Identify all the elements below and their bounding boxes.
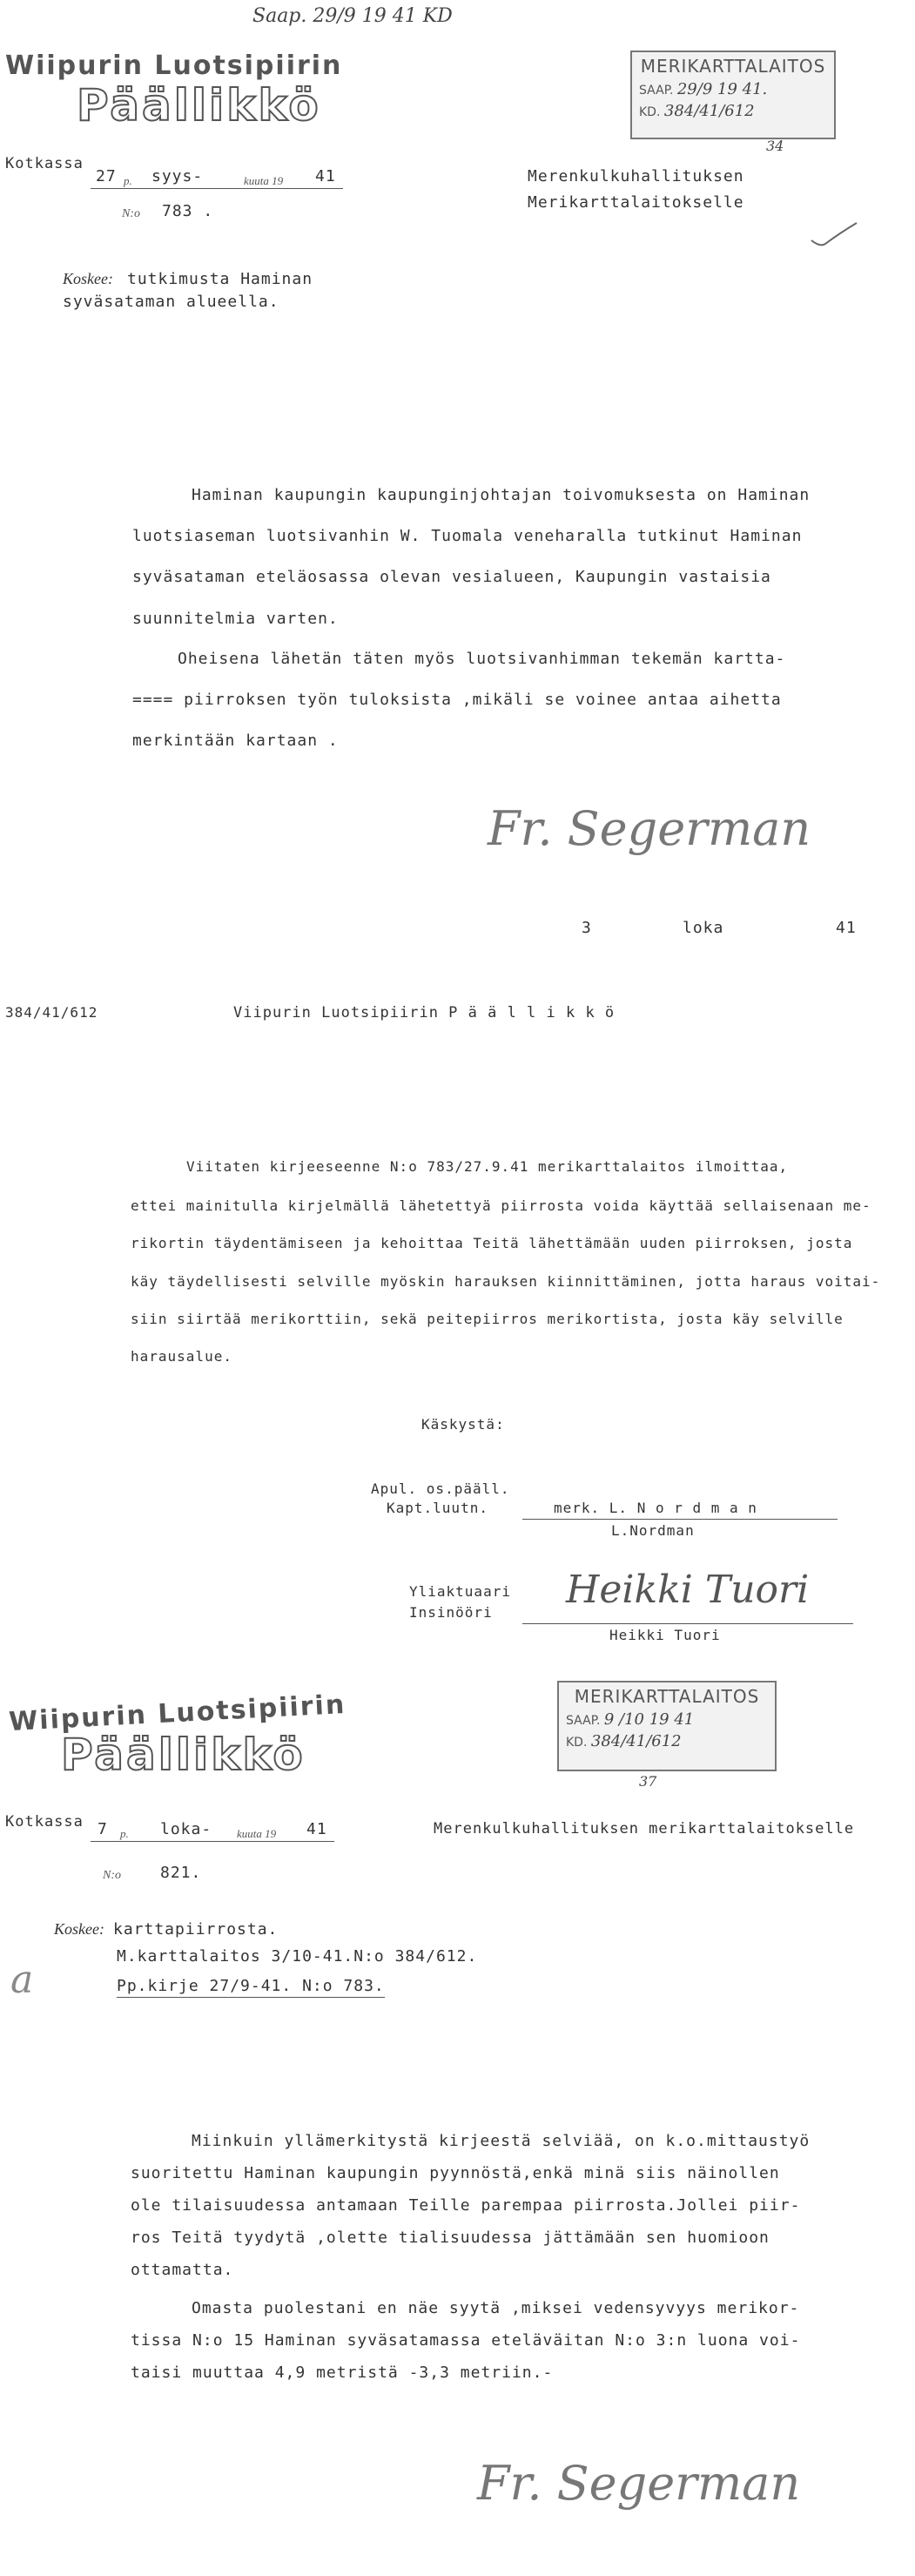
signer2-typed-name: Heikki Tuori	[609, 1627, 721, 1643]
recipient-line-1: Merenkulkuhallituksen	[528, 167, 744, 185]
letter-2-body-line-2: suoritettu Haminan kaupungin pyynnöstä,enkä minä siis näinollen	[131, 2164, 780, 2182]
koskee-2-line-3: Pp.kirje 27/9-41. N:o 783.	[117, 1977, 385, 1998]
body-line-6: ==== piirroksen työn tuloksista ,mikäli se voinee antaa aihetta	[132, 691, 782, 709]
letterhead-title: Wiipurin Luotsipiirin	[5, 51, 343, 81]
date-p-label: p.	[124, 174, 132, 187]
body-line-3: syväsataman eteläosassa olevan vesialueen, Kaupungin vastaisia	[132, 568, 771, 586]
date-2-p-label: p.	[120, 1827, 129, 1840]
stamp-2-title: MERIKARTTALAITOS	[574, 1686, 760, 1707]
reply-body-line-6: harausalue.	[131, 1348, 232, 1365]
stamp-kd-value: 384/41/612	[663, 102, 755, 120]
signer2-line	[522, 1623, 853, 1624]
letterhead-2-title: Wiipurin Luotsipiirin	[8, 1689, 347, 1738]
koskee-2-line-2: M.karttalaitos 3/10-41.N:o 384/612.	[117, 1947, 478, 1966]
letter-2-body-line-4: ros Teitä tyydytä ,olette tialisuudessa jättämään sen huomioon	[131, 2229, 770, 2247]
signer2-title-line-1: Yliaktuaari	[409, 1583, 511, 1600]
reply-body-line-1: Viitaten kirjeeseenne N:o 783/27.9.41 merikarttalaitos ilmoittaa,	[186, 1158, 789, 1175]
date-year: 41	[315, 167, 336, 185]
stamp-extra-number: 34	[766, 138, 784, 154]
date-2-year: 41	[306, 1820, 327, 1838]
letterhead-2-subtitle: Päällikkö	[61, 1730, 306, 1780]
stamp-2-kd-value: 384/41/612	[590, 1732, 682, 1750]
date-day: 27	[96, 167, 117, 185]
stamp-2-saap-value: 9 /10 19 41	[603, 1710, 695, 1729]
letter-number: 783 .	[162, 202, 214, 220]
koskee-2-label: Koskee:	[54, 1920, 104, 1938]
date-underline	[91, 188, 343, 189]
stamp-2-kd-label: KD.	[566, 1736, 588, 1750]
number-2-label: N:o	[103, 1869, 121, 1882]
signer1-typed-name: L.Nordman	[611, 1522, 695, 1539]
body-line-1: Haminan kaupungin kaupunginjohtajan toivomuksesta on Haminan	[192, 486, 811, 504]
date-kuuta-label: kuuta 19	[244, 174, 284, 187]
recipient-2: Merenkulkuhallituksen merikarttalaitokselle	[434, 1820, 855, 1838]
reply-reference: 384/41/612	[5, 1004, 98, 1021]
letter-2-body-line-6: Omasta puolestani en näe syytä ,miksei vedensyvyys merikor-	[192, 2299, 800, 2317]
reply-body-line-3: rikortin täydentämiseen ja kehoittaa Teitä lähettämään uuden piirroksen, josta	[131, 1235, 853, 1251]
reply-body-line-2: ettei mainitulla kirjelmällä lähetettyä piirrosta voida käyttää sellaisenaan me-	[131, 1197, 871, 1214]
date-month: syys-	[151, 167, 204, 185]
number-label: N:o	[122, 207, 140, 220]
saap-handwritten-mark: Saap. 29/9 19 41 KD	[252, 5, 453, 27]
letterhead-subtitle: Päällikkö	[77, 80, 321, 131]
koskee-label: Koskee:	[63, 270, 113, 287]
signature-segerman-1: Fr. Segerman	[488, 801, 811, 856]
stamp-saap-label: SAAP.	[639, 84, 674, 98]
signature-segerman-2: Fr. Segerman	[477, 2456, 801, 2511]
reply-addressee: Viipurin Luotsipiirin P ä ä l l i k k ö	[233, 1004, 616, 1022]
date-2-kuuta-label: kuuta 19	[237, 1827, 277, 1840]
signer2-title-line-2: Insinööri	[409, 1604, 493, 1621]
reply-date-day: 3	[582, 919, 592, 937]
letter-2-number: 821.	[160, 1864, 202, 1882]
received-stamp-2	[557, 1681, 777, 1771]
date-2-underline	[91, 1841, 334, 1842]
reply-body-line-5: siin siirtää merikorttiin, sekä peitepiirros merikortista, josta käy selville	[131, 1311, 844, 1327]
stamp-2-extra-number: 37	[639, 1773, 657, 1790]
body-line-2: luotsiaseman luotsivanhin W. Tuomala veneharalla tutkinut Haminan	[132, 527, 803, 545]
date-2-day: 7	[98, 1820, 108, 1838]
place-label-2: Kotkassa	[5, 1813, 84, 1831]
stamp-2-saap-label: SAAP.	[566, 1714, 601, 1728]
reply-body-line-4: käy täydellisesti selville myöskin harauksen kiinnittäminen, jotta haraus voitai-	[131, 1273, 881, 1290]
body-line-4: suunnitelmia varten.	[132, 610, 339, 628]
koskee-2-line-1: karttapiirrosta.	[113, 1920, 279, 1939]
signer1-line	[522, 1519, 838, 1520]
koskee-line-1: tutkimusta Haminan	[127, 270, 313, 288]
reply-date-year: 41	[836, 919, 857, 937]
checkmark-icon	[808, 218, 860, 253]
kaskysta-label: Käskystä:	[421, 1416, 505, 1433]
koskee-line-2: syväsataman alueella.	[63, 293, 279, 311]
letter-2-body-line-7: tissa N:o 15 Haminan syväsatamassa eteläväitan N:o 3:n luona voi-	[131, 2331, 801, 2350]
signer2-signature: Heikki Tuori	[566, 1568, 810, 1612]
letter-2-body-line-8: taisi muuttaa 4,9 metristä -3,3 metriin.-	[131, 2364, 554, 2382]
letter-2-body-line-5: ottamatta.	[131, 2261, 234, 2279]
signer1-title-line-1: Apul. os.pääll.	[371, 1480, 510, 1497]
recipient-line-2: Merikarttalaitokselle	[528, 193, 744, 212]
stamp-kd-label: KD.	[639, 105, 661, 119]
stamp-title: MERIKARTTALAITOS	[640, 56, 826, 77]
signer1-title-line-2: Kapt.luutn.	[387, 1500, 488, 1516]
letter-2-body-line-1: Miinkuin yllämerkitystä kirjeestä selviää, on k.o.mittaustyö	[192, 2132, 811, 2150]
reply-date-month: loka	[683, 919, 724, 937]
date-2-month: loka-	[160, 1820, 212, 1838]
signer1-name: merk. L. N o r d m a n	[554, 1500, 757, 1516]
stamp-saap-value: 29/9 19 41.	[676, 80, 768, 98]
received-stamp	[630, 51, 836, 139]
body-line-5: Oheisena lähetän täten myös luotsivanhimman tekemän kartta-	[178, 650, 786, 668]
place-label: Kotkassa	[5, 155, 84, 172]
letter-2-body-line-3: ole tilaisuudessa antamaan Teille parempaa piirrosta.Jollei piir-	[131, 2196, 801, 2215]
body-line-7: merkintään kartaan .	[132, 732, 339, 750]
margin-mark: a	[10, 1958, 34, 2002]
